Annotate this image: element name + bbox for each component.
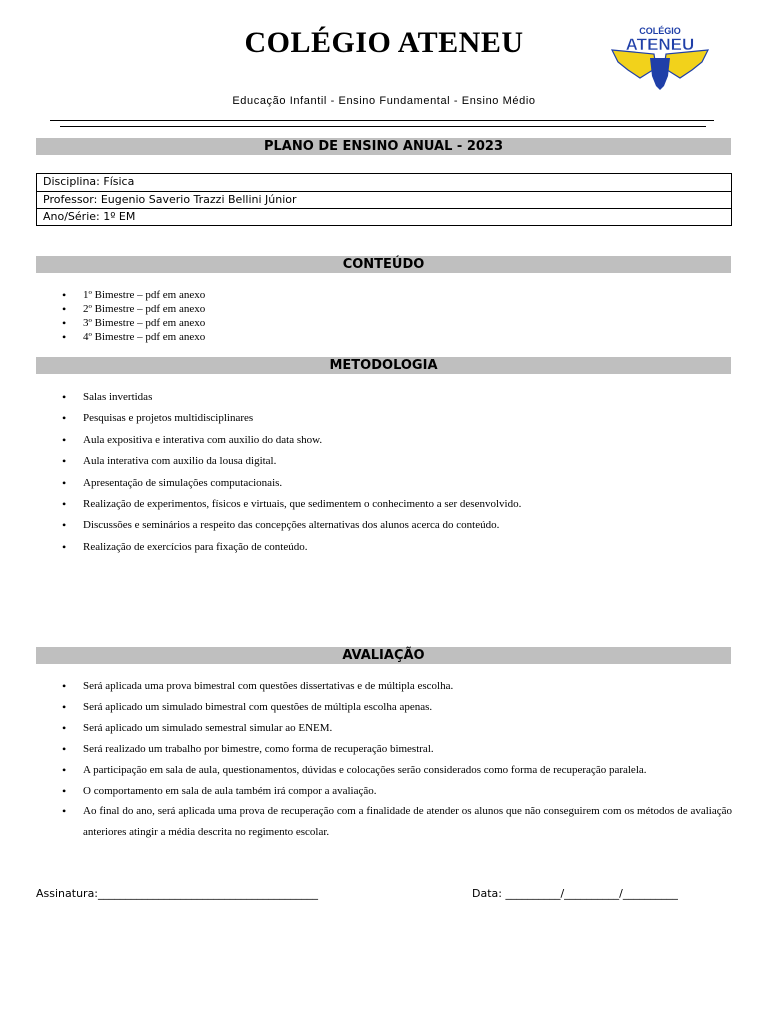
header-rule-secondary: [60, 126, 706, 127]
methodology-heading: METODOLOGIA: [36, 357, 731, 374]
list-item: • O comportamento em sala de aula também irá compor a avaliação.: [62, 784, 732, 805]
list-item: • 4º Bimestre – pdf em anexo: [62, 330, 205, 344]
logo-wing-right: [664, 50, 708, 78]
list-item: • Pesquisas e projetos multidisciplinares: [62, 411, 521, 432]
list-item: • A participação em sala de aula, questionamentos, dúvidas e colocações serão considerados como forma de recuperação paralela.: [62, 763, 732, 784]
discipline-row: Disciplina: Física: [43, 175, 135, 188]
list-item: • Realização de exercícios para fixação de conteúdo.: [62, 540, 521, 561]
signature-line: Assinatura:________________________________________: [36, 887, 319, 900]
school-title: COLÉGIO ATENEU: [244, 26, 524, 59]
methodology-list: [62, 390, 521, 561]
content-list: [62, 288, 205, 344]
school-logo: [610, 24, 710, 94]
list-item: • Será aplicado um simulado semestral simular ao ENEM.: [62, 721, 732, 742]
list-item: • Ao final do ano, será aplicada uma prova de recuperação com a finalidade de atender os alunos que não conseguirem com os métodos de avaliação anteriores atingir a média descrita no regimento escolar.: [62, 801, 732, 841]
logo-wing-left: [612, 50, 656, 78]
teacher-row: Professor: Eugenio Saverio Trazzi Bellini Júnior: [37, 191, 731, 208]
info-table: [36, 173, 732, 226]
list-item: • 3º Bimestre – pdf em anexo: [62, 316, 205, 330]
list-item: • Será realizado um trabalho por bimestre, como forma de recuperação bimestral.: [62, 742, 732, 763]
list-item: • Aula expositiva e interativa com auxilio do data show.: [62, 433, 521, 454]
logo-top-text: COLÉGIO: [639, 26, 681, 36]
logo-body: [650, 58, 670, 90]
date-line: Data: __________/__________/__________: [472, 887, 678, 900]
list-item: • 2º Bimestre – pdf em anexo: [62, 302, 205, 316]
list-item: • Apresentação de simulações computacionais.: [62, 476, 521, 497]
plan-title: PLANO DE ENSINO ANUAL - 2023: [36, 138, 731, 155]
list-item: • Será aplicada uma prova bimestral com questões dissertativas e de múltipla escolha.: [62, 679, 732, 700]
list-item: • Será aplicado um simulado bimestral com questões de múltipla escolha apenas.: [62, 700, 732, 721]
grade-row: Ano/Série: 1º EM: [37, 208, 731, 225]
logo-main-text: ATENEU: [625, 35, 695, 54]
list-item: • Salas invertidas: [62, 390, 521, 411]
content-heading: CONTEÚDO: [36, 256, 731, 273]
list-item: • 1º Bimestre – pdf em anexo: [62, 288, 205, 302]
list-item: • Realização de experimentos, físicos e virtuais, que sedimentem o conhecimento a ser desenvolvido.: [62, 497, 521, 518]
list-item: • Aula interativa com auxilio da lousa digital.: [62, 454, 521, 475]
school-subtitle: Educação Infantil - Ensino Fundamental - Ensino Médio: [232, 95, 536, 107]
list-item: • Discussões e seminários a respeito das concepções alternativas dos alunos acerca do conteúdo.: [62, 518, 521, 539]
header-rule: [50, 120, 714, 121]
evaluation-list: [62, 679, 732, 841]
evaluation-heading: AVALIAÇÃO: [36, 647, 731, 664]
